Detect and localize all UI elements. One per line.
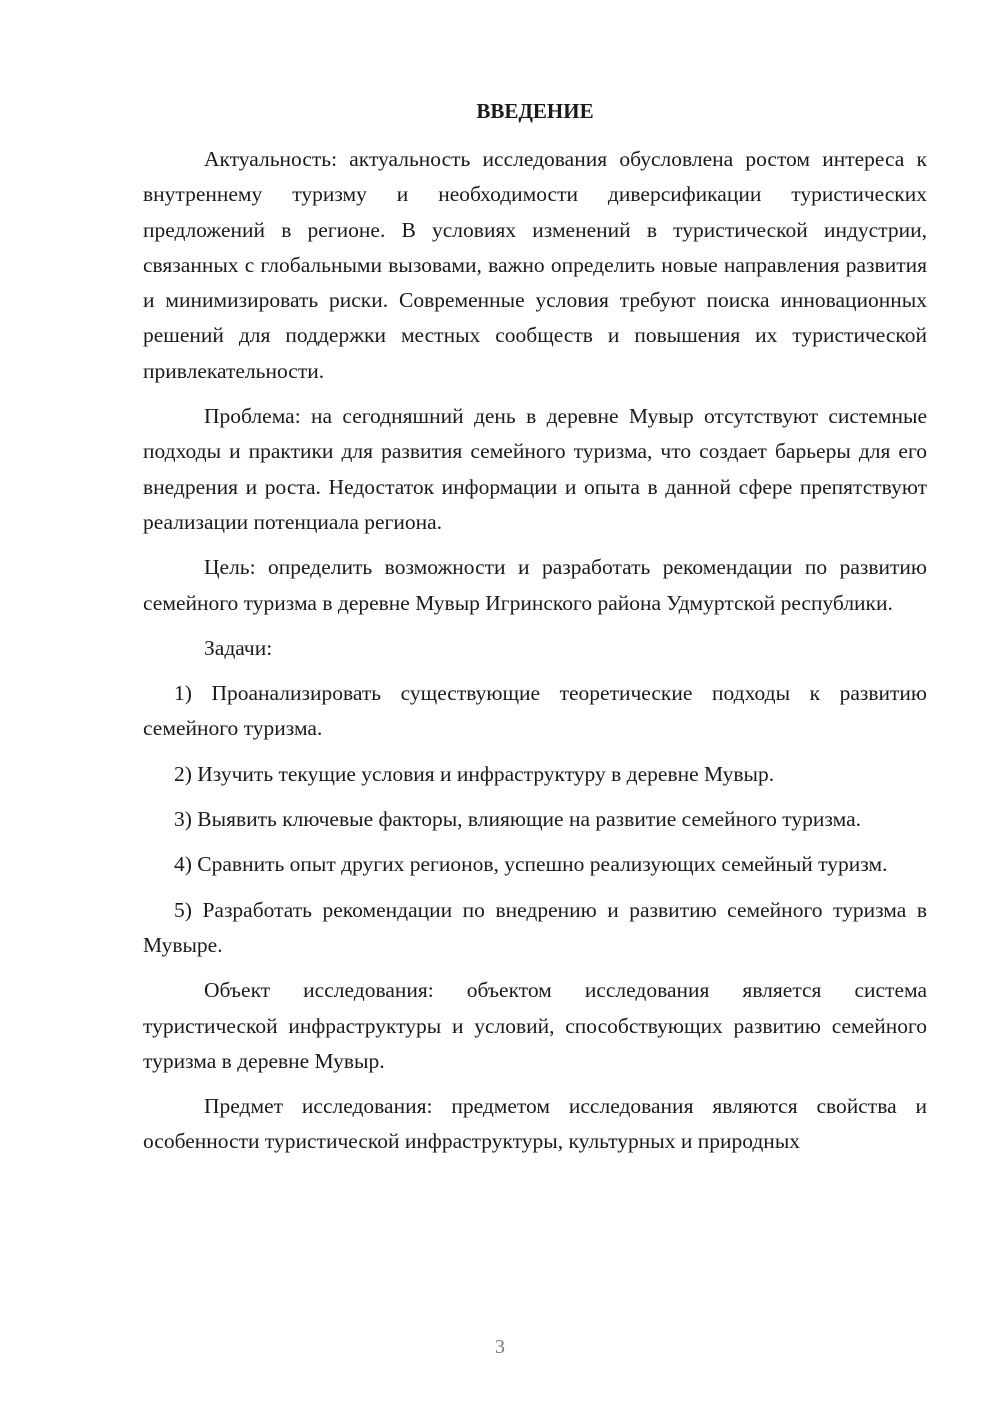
task-item-4: 4) Сравнить опыт других регионов, успешно реализующих семейный туризм. bbox=[174, 852, 888, 877]
task-item-5: 5) Разработать рекомендации по внедрению и развитию семейного туризма в Мувыре. bbox=[143, 897, 927, 957]
document-body bbox=[143, 142, 927, 1170]
section-title: ВВЕДЕНИЕ bbox=[476, 99, 594, 123]
task-item-1: 1) Проанализировать существующие теоретические подходы к развитию семейного туризма. bbox=[143, 681, 927, 741]
tasks-heading: Задачи: bbox=[204, 635, 273, 660]
page-number: 3 bbox=[495, 1336, 505, 1358]
relevance-paragraph: Актуальность: актуальность исследования обусловлена ростом интереса к внутреннему туризму и необходимости диверсификации туристических предложений в регионе. В условиях изменений в туристической индустрии, связанных с глобальными вызовами, важно определить новые направления развития и минимизировать риски. Современные условия требуют поиска инновационных решений для поддержки местных сообществ и повышения их туристической привлекательности. bbox=[143, 147, 927, 383]
problem-paragraph: Проблема: на сегодняшний день в деревне Мувыр отсутствуют системные подходы и практики для развития семейного туризма, что создает барьеры для его внедрения и роста. Недостаток информации и опыта в данной сфере препятствуют реализации потенциала региона. bbox=[143, 404, 927, 534]
task-item-3: 3) Выявить ключевые факторы, влияющие на развитие семейного туризма. bbox=[174, 807, 861, 832]
goal-paragraph: Цель: определить возможности и разработать рекомендации по развитию семейного туризма в деревне Мувыр Игринского района Удмуртской республики. bbox=[143, 555, 927, 615]
subject-paragraph: Предмет исследования: предметом исследования являются свойства и особенности туристической инфраструктуры, культурных и природных bbox=[143, 1094, 927, 1154]
task-item-2: 2) Изучить текущие условия и инфраструктуру в деревне Мувыр. bbox=[174, 761, 775, 786]
object-paragraph: Объект исследования: объектом исследования является система туристической инфраструктуры и условий, способствующих развитию семейного туризма в деревне Мувыр. bbox=[143, 978, 927, 1073]
